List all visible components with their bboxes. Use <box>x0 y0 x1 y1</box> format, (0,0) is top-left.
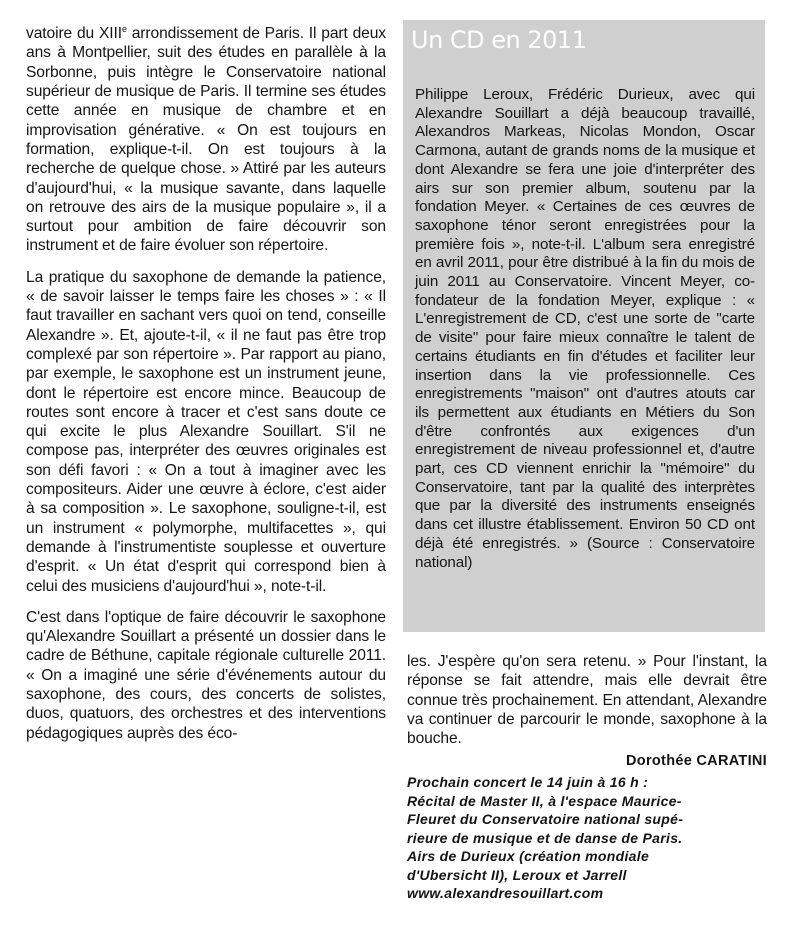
sidebar-box <box>403 20 765 632</box>
article-paragraph-2: La pratique du saxophone de demande la patience, « de savoir laisser le temps faire les choses » : « Il faut travailler en sachant vers quoi on tend, conseille Alexandre ». Et, ajoute-t-il, « il ne faut pas être trop complexé par son répertoire ». Par rapport au piano, par exemple, le saxophone est un instrument jeune, dont le répertoire est encore mince. Beaucoup de routes sont encore à tracer et c'est sans doute ce qui excite le plus Alexandre Souillart. S'il ne compose pas, interpréter des œuvres originales est son défi favori : « On a tout à imaginer avec les compositeurs. Aider une œuvre à éclore, c'est aider à sa composition ». Le saxophone, souligne-t-il, est un instrument « polymorphe, multifacettes », qui demande à l'instrumentiste souplesse et ouverture d'esprit. « Un état d'esprit qui correspond bien à celui des musiciens d'aujourd'hui », note-t-il. <box>26 268 386 595</box>
sidebar-title: Un CD en 2011 <box>411 26 587 54</box>
para1-prefix: vatoire du XIII <box>26 25 122 43</box>
right-column <box>407 652 767 903</box>
superscript-e: e <box>121 24 127 34</box>
left-column <box>26 20 386 755</box>
concert-line: d'Ubersicht II), Leroux et Jarrell <box>407 866 627 883</box>
article-paragraph-4: les. J'espère qu'on sera retenu. » Pour l'instant, la réponse se fait attendre, mais elle devrait être connue très prochainement. En attendant, Alexandre va continuer de parcourir le monde, saxophone à la bouche. <box>407 653 767 748</box>
concert-line: Récital de Master II, à l'espace Maurice- <box>407 792 682 809</box>
concert-info <box>407 773 767 903</box>
sidebar-body: Philippe Leroux, Frédéric Durieux, avec qui Alexandre Souillart a déjà beaucoup travaillé, Alexandros Markeas, Nicolas Mondon, Oscar Carmona, autant de grands noms de la musique et dont Alexandre se fera une joie d'interpréter des airs sur son premier album, soutenu par la fondation Meyer. « Certaines de ces œuvres de saxophone ténor seront enregistrées pour la première fois », note-t-il. L'album sera enregistré en avril 2011, pour être distribué à la fin du mois de juin 2011 au Conservatoire. Vincent Meyer, co-fondateur de la fondation Meyer, explique : « L'enregistrement de CD, c'est une sorte de "carte de visite" pour faire mieux connaître le talent de certains étudiants en fin d'études et faciliter leur insertion dans la vie professionnelle. Ces enregistrements "maison" ont d'autres atouts car ils permettent aux étudiants en Métiers du Son d'être confrontés aux exigences d'un enregistrement de niveau professionnel et, d'autre part, ces CD viennent enrichir la "mémoire" du Conservatoire, tant par la qualité des interprètes que par la diversité des instruments enseignés dans cet illustre établissement. Environ 50 CD ont déjà été enregistrés. » (Source : Conservatoire national) <box>415 86 755 571</box>
article-paragraph-3: C'est dans l'optique de faire découvrir le saxophone qu'Alexandre Souillart a présenté un dossier dans le cadre de Béthune, capitale régionale culturelle 2011. « On a imaginé une série d'événements autour du saxophone, des cours, des concerts de solistes, duos, quatuors, des orchestres et des interventions pédagogiques auprès des éco- <box>26 608 386 742</box>
concert-line: Airs de Durieux (création mondiale <box>407 848 650 865</box>
author-signature: Dorothée CARATINI <box>626 753 767 770</box>
article-paragraph-1 <box>26 20 386 256</box>
para1-text: arrondissement de Paris. Il part deux ans à Montpellier, suit des études en parallèle à la Sorbonne, puis intègre le Conservatoire national supérieur de musique de Paris. Il termine ses études cette année en musique de chambre et en improvisation générative. « On est toujours en formation, explique-t-il. On est toujours à la recherche de quelque chose. » Attiré par les auteurs d'aujourd'hui, « la musique savante, dans laquelle on retrouve des airs de la musique populaire », il a surtout pour ambition de faire découvrir son instrument et de faire évoluer son répertoire. <box>26 25 386 255</box>
concert-line: rieure de musique et de danse de Paris. <box>407 829 683 846</box>
concert-line: Prochain concert le 14 juin à 16 h : <box>407 774 649 791</box>
concert-line: Fleuret du Conservatoire national supé- <box>407 811 684 828</box>
website-link[interactable]: www.alexandresouillart.com <box>407 885 604 902</box>
